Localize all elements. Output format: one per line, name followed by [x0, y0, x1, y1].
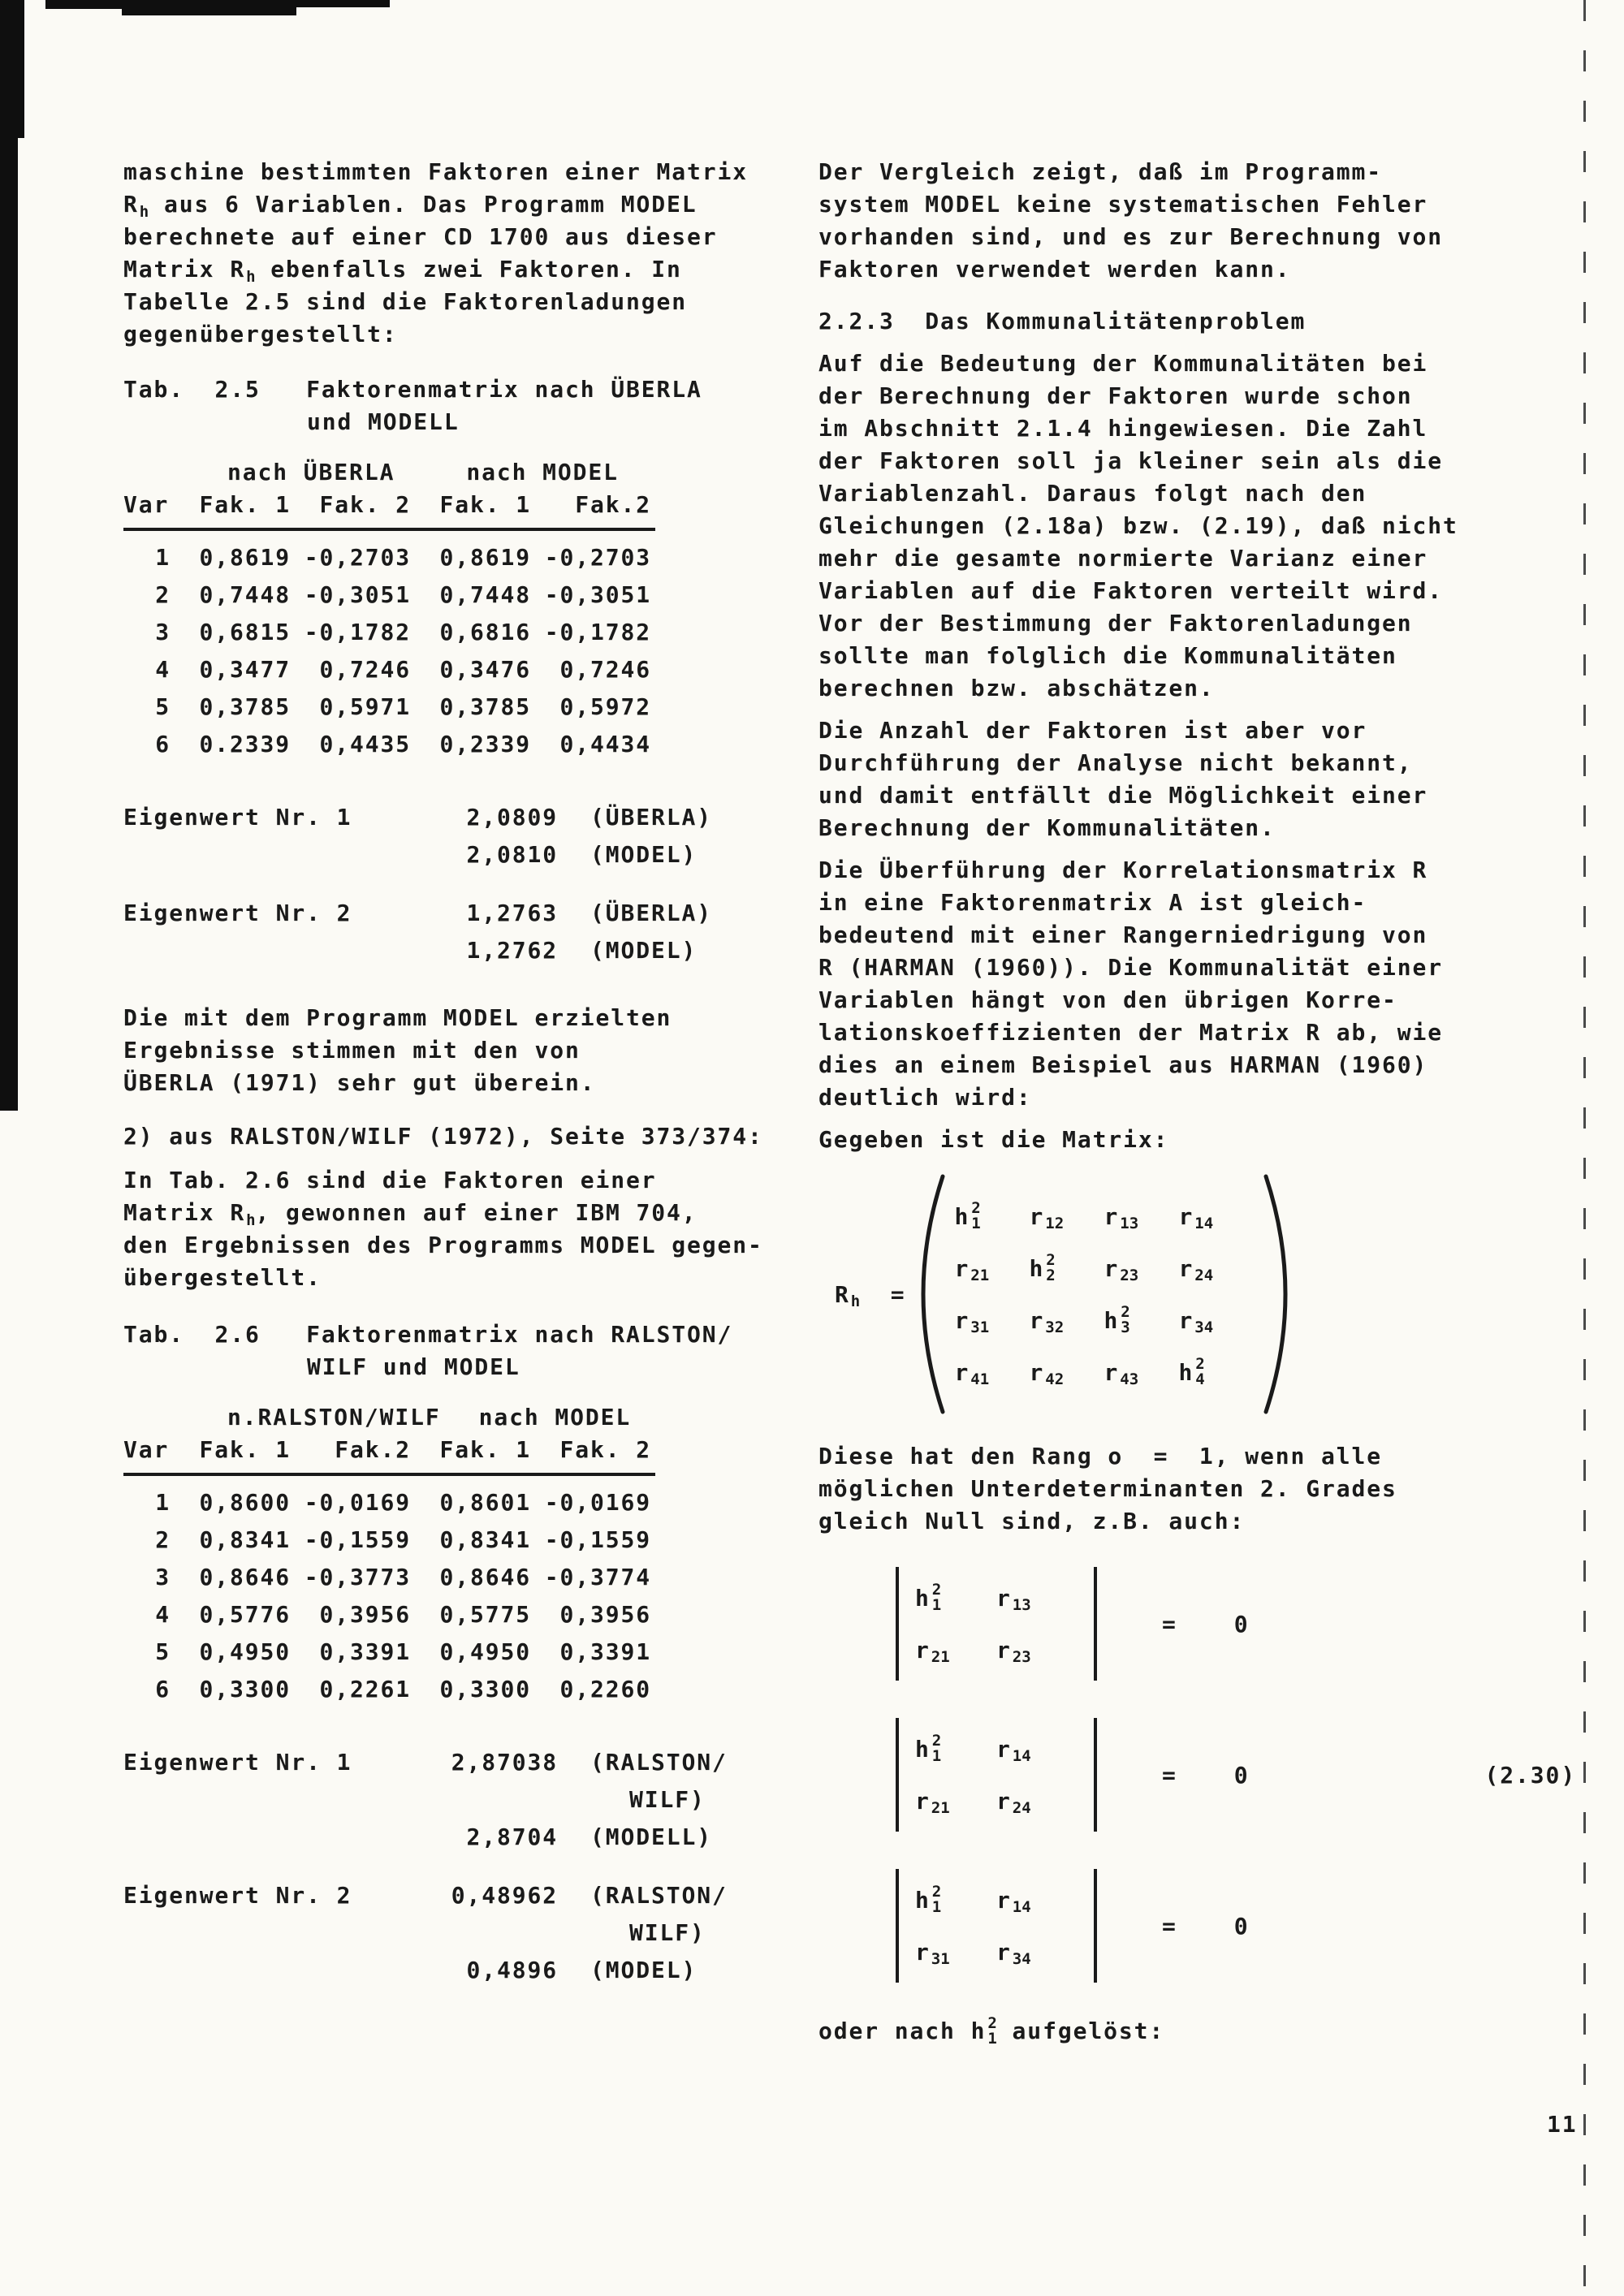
equals-sign: =	[1162, 1761, 1177, 1789]
text-line: Ergebnisse stimmen mit den von	[123, 1037, 581, 1064]
matrix-cell	[1030, 1346, 1104, 1398]
eigenvalue-cell: Eigenwert Nr. 1	[123, 1749, 352, 1776]
table-cell: 0,8341	[199, 1526, 291, 1553]
column-header: Fak.2	[335, 1436, 411, 1463]
table-cell: -0,0169	[304, 1489, 411, 1516]
table-2-5-header-row	[123, 489, 806, 521]
text-line: Diese hat den Rang o = 1, wenn alle	[818, 1443, 1383, 1470]
text-line: in eine Faktorenmatrix A ist gleich-	[818, 889, 1367, 916]
page-number: 11	[1547, 2111, 1578, 2138]
eigenvalue-row	[123, 1744, 806, 1781]
eigenvalue-cell: WILF)	[629, 1919, 706, 1946]
math-symbol: r 32	[1029, 1306, 1065, 1336]
matrix-cell	[955, 1190, 1030, 1242]
table-cell: 0,4434	[559, 731, 651, 757]
text-line: Faktoren verwendet werden kann.	[818, 256, 1291, 283]
table-cell: -0,3773	[304, 1564, 411, 1590]
math-symbol: r 14	[996, 1735, 1031, 1765]
text-line: dies an einem Beispiel aus HARMAN (1960)	[818, 1051, 1428, 1078]
math-symbol: R h	[835, 1280, 861, 1310]
text-segment: Matrix	[123, 256, 231, 283]
eigenvalue-cell: (MODEL)	[590, 937, 698, 964]
paragraph-bedeutung	[818, 347, 1549, 705]
table-cell: 0,2339	[439, 731, 531, 757]
matrix-cell	[1104, 1346, 1179, 1398]
eigenvalue-cell	[123, 1914, 448, 1952]
table-cell: 0,2261	[319, 1676, 411, 1703]
eigenvalue-cell: (RALSTON/	[590, 1882, 728, 1909]
math-symbol: r 24	[1178, 1254, 1214, 1284]
text-line: system MODEL keine systematischen Fehler	[818, 191, 1428, 218]
equals-sign: =	[1162, 1610, 1177, 1638]
scan-artifact-left-edge-top	[0, 0, 24, 138]
table-row	[123, 1596, 806, 1634]
matrix-cell	[955, 1294, 1030, 1346]
table-cell: 0,7246	[319, 656, 411, 683]
determinant-row-2	[896, 1718, 1577, 1832]
table-cell: 0,8600	[199, 1489, 291, 1516]
text-line: sollte man folglich die Kommunalitäten	[818, 642, 1397, 669]
matrix-cell	[915, 1572, 996, 1624]
matrix-cell	[1030, 1294, 1104, 1346]
right-paren-icon	[1260, 1172, 1293, 1416]
table-cell: -0,3051	[304, 581, 411, 608]
eigenvalue-cell	[123, 932, 448, 969]
group-header-ralston: n.RALSTON/WILF	[227, 1404, 441, 1431]
math-symbol: R h	[230, 1199, 256, 1229]
table-row	[123, 1634, 806, 1671]
text-line: Die mit dem Programm MODEL erzielten	[123, 1004, 672, 1031]
matrix-cell	[955, 1242, 1030, 1294]
text-line	[123, 1197, 806, 1229]
table-cell: 0,5972	[559, 693, 651, 720]
paragraph-ueberfuehrung	[818, 854, 1549, 1114]
matrix-cell	[1104, 1190, 1179, 1242]
text-line: den Ergebnissen des Programms MODEL gegen-	[123, 1232, 763, 1258]
given-matrix-line: Gegeben ist die Matrix:	[818, 1126, 1169, 1153]
matrix-equation	[835, 1172, 1549, 1416]
right-column	[818, 156, 1577, 2048]
table-cell: 4	[155, 656, 171, 683]
table-row	[123, 576, 806, 614]
eigenvalue-cell	[123, 1819, 448, 1856]
text-line: bedeutend mit einer Rangerniedrigung von	[818, 921, 1428, 948]
group-header-model: nach MODEL	[478, 1404, 632, 1431]
text-line: Berechnung der Kommunalitäten.	[818, 814, 1276, 841]
text-line: Die Überführung der Korrelationsmatrix R	[818, 857, 1428, 883]
left-column	[123, 156, 806, 1989]
table-cell: 6	[155, 731, 171, 757]
table-cell: -0,2703	[544, 544, 651, 571]
text-segment: aufgelöst:	[996, 2018, 1165, 2044]
table-cell: -0,3774	[544, 1564, 651, 1590]
matrix-cell	[1030, 1242, 1104, 1294]
text-line: berechnete auf einer CD 1700 aus dieser	[123, 223, 718, 250]
table-cell: -0,1782	[304, 619, 411, 645]
math-symbol: h 2 1	[954, 1199, 981, 1232]
eigenvalues-2-5	[123, 799, 806, 969]
math-symbol: r 43	[1104, 1358, 1139, 1388]
text-line: Variablen auf die Faktoren verteilt wird.	[818, 577, 1444, 604]
column-header: Fak. 1	[199, 491, 291, 518]
matrix-cell	[1104, 1242, 1179, 1294]
text-segment: ebenfalls zwei Faktoren. In	[255, 256, 682, 283]
table-rule	[123, 1473, 655, 1476]
text-line: vorhanden sind, und es zur Berechnung von	[818, 223, 1444, 250]
table-row	[123, 1484, 806, 1521]
text-line	[123, 253, 806, 286]
math-symbol: h 2 2	[1029, 1251, 1056, 1284]
table-cell: 0,4950	[439, 1638, 531, 1665]
math-symbol: r 13	[996, 1584, 1031, 1614]
eigenvalue-row	[123, 932, 806, 969]
table-2-6-header-row	[123, 1434, 806, 1466]
table-2-6-caption	[123, 1318, 806, 1383]
table-row	[123, 726, 806, 763]
math-symbol: r 23	[1104, 1254, 1139, 1284]
eigenvalue-cell: (MODEL)	[590, 1957, 698, 1983]
table-2-6-body	[123, 1484, 806, 1708]
group-header-model: nach MODEL	[466, 459, 619, 486]
paragraph-rang	[818, 1440, 1549, 1538]
eigenvalue-cell	[448, 1914, 558, 1952]
matrix-cell	[996, 1874, 1078, 1926]
caption-line: und MODELL	[307, 408, 460, 435]
table-row	[123, 1559, 806, 1596]
table-cell: 0,5971	[319, 693, 411, 720]
column-header: Fak. 1	[439, 1436, 531, 1463]
table-cell: 0,3391	[559, 1638, 651, 1665]
eigenvalue-cell	[123, 1781, 448, 1819]
final-line	[818, 2015, 1549, 2048]
text-line: gleich Null sind, z.B. auch:	[818, 1508, 1246, 1534]
section-heading-2-2-3: 2.2.3 Das Kommunalitätenproblem	[818, 308, 1307, 334]
table-cell: 0,3785	[439, 693, 531, 720]
matrix-cell	[915, 1624, 996, 1676]
eigenvalue-cell: 2,0810	[466, 841, 558, 868]
eigenvalue-row	[123, 1914, 806, 1952]
eigenvalue-row	[123, 1781, 806, 1819]
eigenvalue-cell: 2,87038	[451, 1749, 558, 1776]
math-symbol: h 2 3	[1104, 1303, 1130, 1336]
math-symbol: r 31	[954, 1306, 990, 1336]
eigenvalue-row	[123, 1819, 806, 1856]
table-cell: -0,3051	[544, 581, 651, 608]
math-symbol: r 34	[1178, 1306, 1214, 1336]
eigenvalue-row	[123, 895, 806, 932]
table-cell: 0,3476	[439, 656, 531, 683]
table-cell: 0,8619	[439, 544, 531, 571]
table-row	[123, 1521, 806, 1559]
table-cell: 0,3300	[199, 1676, 291, 1703]
matrix-cell	[1179, 1294, 1254, 1346]
text-line: Vor der Bestimmung der Faktorenladungen	[818, 610, 1413, 637]
matrix-cell	[996, 1723, 1078, 1775]
eigenvalue-cell	[123, 1952, 448, 1989]
text-line: und damit entfällt die Möglichkeit einer	[818, 782, 1428, 809]
math-symbol: R h	[123, 191, 149, 221]
text-line: Der Vergleich zeigt, daß im Programm-	[818, 158, 1383, 185]
eigenvalue-cell: (MODEL)	[590, 841, 698, 868]
paragraph-tab26-intro	[123, 1164, 806, 1294]
matrix-lhs	[835, 1281, 906, 1308]
matrix-cell	[996, 1624, 1078, 1676]
matrix-cell	[996, 1775, 1078, 1827]
eigenvalue-cell: 1,2763	[466, 900, 558, 926]
table-cell: 1	[155, 1489, 171, 1516]
eigenvalue-cell: WILF)	[629, 1786, 706, 1813]
text-line: im Abschnitt 2.1.4 hingewiesen. Die Zahl	[818, 415, 1428, 442]
eigenvalue-cell	[123, 836, 448, 874]
eigenvalue-cell: 2,8704	[466, 1823, 558, 1850]
text-line: ÜBERLA (1971) sehr gut überein.	[123, 1069, 596, 1096]
math-symbol: r 42	[1029, 1358, 1065, 1388]
rhs-value: 0	[1233, 1761, 1250, 1789]
text-line: Die Anzahl der Faktoren ist aber vor	[818, 717, 1367, 744]
eigenvalues-2-6	[123, 1744, 806, 1989]
caption-line: Tab. 2.5 Faktorenmatrix nach ÜBERLA	[123, 376, 702, 403]
column-header: Fak. 1	[199, 1436, 291, 1463]
eigenvalue-cell: (ÜBERLA)	[590, 900, 713, 926]
math-symbol: r 21	[954, 1254, 990, 1284]
table-cell: 0,4435	[319, 731, 411, 757]
paragraph-ergebnisse	[123, 1002, 806, 1099]
text-line: Tabelle 2.5 sind die Faktorenladungen	[123, 288, 688, 315]
determinant-row-3	[896, 1869, 1549, 1983]
math-symbol: R h	[230, 256, 256, 286]
text-segment: =	[860, 1280, 906, 1308]
table-rule	[123, 528, 655, 531]
table-cell: 5	[155, 1638, 171, 1665]
table-row	[123, 651, 806, 688]
eigenvalue-cell: 0,4896	[466, 1957, 558, 1983]
column-header: Fak. 2	[319, 491, 411, 518]
table-cell: 0,7448	[439, 581, 531, 608]
table-cell: -0,2703	[304, 544, 411, 571]
table-2-6-group-header	[123, 1401, 806, 1434]
table-cell: 0,6816	[439, 619, 531, 645]
eigenvalue-row	[123, 1952, 806, 1989]
eigenvalue-row	[123, 1877, 806, 1914]
text-line: Variablenzahl. Daraus folgt nach den	[818, 480, 1367, 507]
table-cell: 5	[155, 693, 171, 720]
matrix-grid	[948, 1190, 1260, 1398]
text-segment: oder nach	[818, 2018, 971, 2044]
matrix-cell	[915, 1723, 996, 1775]
matrix-cell	[915, 1874, 996, 1926]
scan-dashed-line	[1583, 0, 1586, 2296]
table-cell: 0,3477	[199, 656, 291, 683]
text-line: übergestellt.	[123, 1264, 322, 1291]
table-cell: 1	[155, 544, 171, 571]
scan-artifact-left-edge	[0, 0, 18, 1111]
eigenvalue-cell: 2,0809	[466, 804, 558, 831]
text-line: In Tab. 2.6 sind die Faktoren einer	[123, 1167, 657, 1193]
table-cell: 0,3300	[439, 1676, 531, 1703]
eigenvalue-cell: (ÜBERLA)	[590, 804, 713, 831]
column-header: Var	[123, 491, 170, 518]
paragraph-intro	[123, 156, 806, 351]
text-line: Gleichungen (2.18a) bzw. (2.19), daß nicht	[818, 512, 1458, 539]
scan-artifact-top-2	[122, 0, 296, 15]
scan-artifact-top-1	[45, 0, 127, 9]
table-cell: 0,3391	[319, 1638, 411, 1665]
caption-line: WILF und MODEL	[307, 1353, 520, 1380]
text-line: möglichen Unterdeterminanten 2. Grades	[818, 1475, 1397, 1502]
left-paren-icon	[916, 1172, 948, 1416]
determinant-grid	[896, 1718, 1097, 1832]
text-line: Durchführung der Analyse nicht bekannt,	[818, 749, 1413, 776]
table-cell: 0,3956	[319, 1601, 411, 1628]
eigenvalue-cell: 0,48962	[451, 1882, 558, 1909]
table-cell: 0.2339	[199, 731, 291, 757]
text-line: lationskoeffizienten der Matrix R ab, wie	[818, 1019, 1444, 1046]
math-symbol: r 21	[915, 1787, 950, 1817]
rhs-value: 0	[1233, 1610, 1250, 1638]
table-cell: 2	[155, 581, 171, 608]
math-symbol: r 24	[996, 1787, 1031, 1817]
text-line: mehr die gesamte normierte Varianz einer	[818, 545, 1428, 572]
eigenvalue-cell: (RALSTON/	[590, 1749, 728, 1776]
equals-sign: =	[1162, 1912, 1177, 1940]
math-symbol: r 21	[915, 1636, 950, 1666]
list-item-ralston: 2) aus RALSTON/WILF (1972), Seite 373/374:	[123, 1123, 763, 1150]
text-line: maschine bestimmten Faktoren einer Matrix	[123, 158, 749, 185]
group-header-ueberla: nach ÜBERLA	[227, 459, 395, 486]
matrix-cell	[1104, 1294, 1179, 1346]
column-header: Var	[123, 1436, 170, 1463]
math-symbol: r 23	[996, 1636, 1031, 1666]
table-cell: 0,7246	[559, 656, 651, 683]
table-2-5-caption	[123, 373, 806, 438]
text-segment: Matrix	[123, 1199, 231, 1226]
matrix-cell	[1179, 1190, 1254, 1242]
text-segment: , gewonnen auf einer IBM 704,	[255, 1199, 698, 1226]
paragraph-vergleich	[818, 156, 1549, 286]
paragraph-anzahl	[818, 714, 1549, 844]
matrix-cell	[915, 1926, 996, 1978]
table-cell: 0,8619	[199, 544, 291, 571]
text-line: der Berechnung der Faktoren wurde schon	[818, 382, 1413, 409]
table-cell: 2	[155, 1526, 171, 1553]
table-cell: 0,8601	[439, 1489, 531, 1516]
eigenvalue-cell	[448, 1781, 558, 1819]
text-line: R (HARMAN (1960)). Die Kommunalität einer	[818, 954, 1444, 981]
equation-label: (2.30)	[1484, 1761, 1577, 1789]
matrix-cell	[996, 1926, 1078, 1978]
table-cell: 0,3785	[199, 693, 291, 720]
matrix-cell	[1179, 1346, 1254, 1398]
table-cell: -0,0169	[544, 1489, 651, 1516]
table-2-5-body	[123, 539, 806, 763]
column-header: Fak.2	[575, 491, 651, 518]
table-cell: -0,1559	[304, 1526, 411, 1553]
table-2-5-group-header	[123, 456, 806, 489]
math-symbol: r 31	[915, 1938, 950, 1968]
table-cell: 0,8646	[439, 1564, 531, 1590]
table-cell: 0,5775	[439, 1601, 531, 1628]
eigenvalue-cell: Eigenwert Nr. 1	[123, 804, 352, 831]
table-cell: 0,2260	[559, 1676, 651, 1703]
table-row	[123, 1671, 806, 1708]
table-cell: 0,7448	[199, 581, 291, 608]
table-cell: 0,6815	[199, 619, 291, 645]
matrix-cell	[915, 1775, 996, 1827]
matrix-cell	[1179, 1242, 1254, 1294]
text-segment: aus 6 Variablen. Das Programm MODEL	[149, 191, 698, 218]
caption-line: Tab. 2.6 Faktorenmatrix nach RALSTON/	[123, 1321, 733, 1348]
text-line: Variablen hängt von den übrigen Korre-	[818, 986, 1397, 1013]
math-symbol: h 2 1	[970, 2014, 997, 2048]
rhs-value: 0	[1233, 1912, 1250, 1940]
eigenvalue-cell: 1,2762	[466, 937, 558, 964]
math-symbol: h 2 4	[1178, 1355, 1205, 1388]
matrix-cell	[955, 1346, 1030, 1398]
table-cell: 3	[155, 1564, 171, 1590]
math-symbol: r 41	[954, 1358, 990, 1388]
matrix-cell	[996, 1572, 1078, 1624]
table-row	[123, 614, 806, 651]
text-line	[123, 188, 806, 221]
table-cell: 6	[155, 1676, 171, 1703]
table-cell: 0,5776	[199, 1601, 291, 1628]
table-cell: 3	[155, 619, 171, 645]
text-line: gegenübergestellt:	[123, 321, 398, 347]
math-symbol: h 2 1	[915, 1732, 942, 1765]
column-header: Fak. 1	[439, 491, 531, 518]
table-cell: 0,8341	[439, 1526, 531, 1553]
determinant-grid	[896, 1869, 1097, 1983]
table-row	[123, 688, 806, 726]
eigenvalue-cell: Eigenwert Nr. 2	[123, 1882, 352, 1909]
math-symbol: h 2 1	[915, 1581, 942, 1614]
math-symbol: r 34	[996, 1938, 1031, 1968]
math-symbol: r 14	[1178, 1202, 1214, 1232]
table-row	[123, 539, 806, 576]
text-line: der Faktoren soll ja kleiner sein als die	[818, 447, 1444, 474]
text-line: berechnen bzw. abschätzen.	[818, 675, 1215, 701]
table-cell: -0,1782	[544, 619, 651, 645]
table-cell: 0,8646	[199, 1564, 291, 1590]
table-cell: 0,3956	[559, 1601, 651, 1628]
text-line: Auf die Bedeutung der Kommunalitäten bei	[818, 350, 1428, 377]
eigenvalue-row	[123, 836, 806, 874]
determinant-grid	[896, 1567, 1097, 1681]
math-symbol: r 13	[1104, 1202, 1139, 1232]
table-cell: -0,1559	[544, 1526, 651, 1553]
column-header: Fak. 2	[559, 1436, 651, 1463]
eigenvalue-cell: Eigenwert Nr. 2	[123, 900, 352, 926]
eigenvalue-row	[123, 799, 806, 836]
math-symbol: r 12	[1029, 1202, 1065, 1232]
math-symbol: r 14	[996, 1886, 1031, 1916]
determinant-row-1	[896, 1567, 1549, 1681]
matrix-cell	[1030, 1190, 1104, 1242]
eigenvalue-cell: (MODELL)	[590, 1823, 713, 1850]
scan-artifact-top-3	[294, 0, 390, 7]
text-line: deutlich wird:	[818, 1084, 1032, 1111]
math-symbol: h 2 1	[915, 1883, 942, 1916]
table-cell: 0,4950	[199, 1638, 291, 1665]
table-cell: 4	[155, 1601, 171, 1628]
